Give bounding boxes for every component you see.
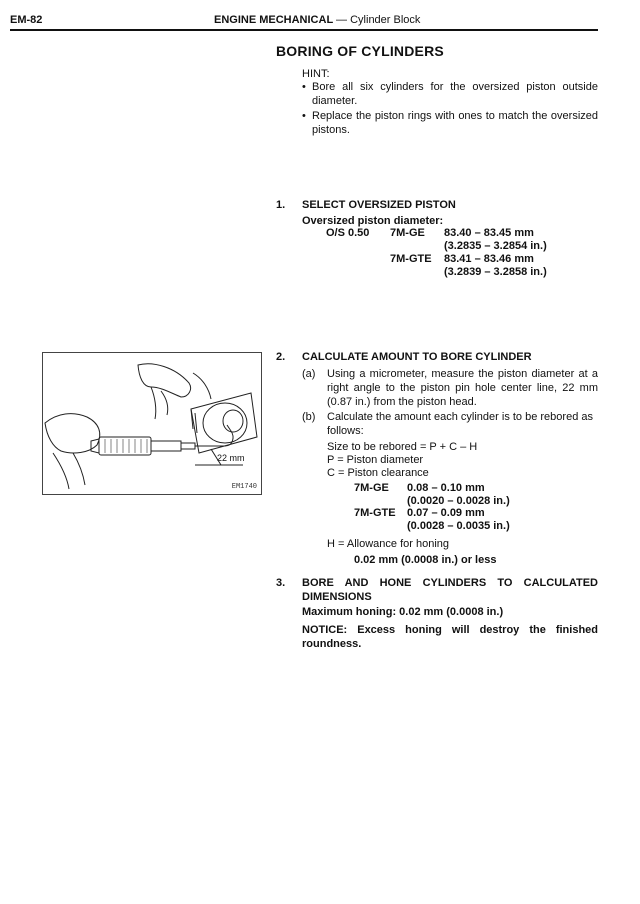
spec-engine: 7M-GTE: [390, 253, 432, 265]
hint-bullet: [302, 109, 598, 137]
max-honing-label: Maximum honing:: [302, 606, 397, 618]
step2-heading: CALCULATE AMOUNT TO BORE CYLINDER: [302, 351, 532, 363]
hint-bullet: [302, 80, 598, 108]
spec-mm: 83.40 – 83.45 mm: [444, 227, 534, 239]
micrometer-illustration: [43, 353, 261, 494]
chapter-title: ENGINE MECHANICAL: [214, 14, 333, 26]
micrometer-figure: [42, 352, 262, 495]
max-honing-value: 0.02 mm (0.0008 in.): [399, 606, 504, 618]
step2-a-text: Using a micrometer, measure the piston diameter at a right angle to the piston pin hole center line, 22 mm (0.87 in.) from the piston head.: [327, 368, 598, 408]
spec-inch: (3.2839 – 3.2858 in.): [444, 266, 547, 278]
section-title: Cylinder Block: [350, 14, 421, 26]
step3-heading: BORE AND HONE CYLINDERS TO CALCULATED DIMENSIONS: [302, 577, 598, 603]
clearance-inch: (0.0020 – 0.0028 in.): [407, 495, 510, 507]
h-definition: H = Allowance for honing: [327, 538, 449, 550]
hint-bullet-text: Replace the piston rings with ones to match the oversized pistons.: [312, 110, 598, 136]
step3-number: 3.: [276, 577, 286, 589]
clearance-engine: 7M-GE: [354, 482, 389, 494]
spec-engine: 7M-GE: [390, 227, 425, 239]
page-title: BORING OF CYLINDERS: [276, 43, 444, 59]
page-code: EM-82: [10, 14, 43, 26]
dimension-label: 22 mm: [217, 453, 245, 463]
os-label: O/S 0.50: [326, 227, 370, 239]
hint-label: HINT:: [302, 68, 330, 80]
p-definition: P = Piston diameter: [327, 454, 424, 466]
c-definition: C = Piston clearance: [327, 467, 429, 479]
step2-b-label: (b): [302, 411, 316, 423]
clearance-engine: 7M-GTE: [354, 507, 396, 519]
header-dash: —: [336, 14, 348, 26]
step2-a-label: (a): [302, 368, 316, 380]
bullet-icon: •: [302, 110, 306, 122]
clearance-inch: (0.0028 – 0.0035 in.): [407, 520, 510, 532]
step2-number: 2.: [276, 351, 286, 363]
step2-b-text: Calculate the amount each cylinder is to be rebored as follows:: [327, 411, 593, 437]
step1-heading: SELECT OVERSIZED PISTON: [302, 199, 456, 211]
step1-spec-label: Oversized piston diameter:: [302, 215, 444, 227]
notice: NOTICE: Excess honing will destroy the finished roundness.: [302, 624, 598, 650]
spec-inch: (3.2835 – 3.2854 in.): [444, 240, 547, 252]
step1-number: 1.: [276, 199, 286, 211]
header-rule: [10, 29, 598, 31]
clearance-mm: 0.07 – 0.09 mm: [407, 507, 485, 519]
max-honing: [302, 605, 503, 619]
formula: Size to be rebored = P + C – H: [327, 441, 478, 453]
clearance-mm: 0.08 – 0.10 mm: [407, 482, 485, 494]
running-header: [214, 14, 420, 26]
bullet-icon: •: [302, 81, 306, 93]
figure-code: EM1740: [231, 483, 257, 491]
spec-mm: 83.41 – 83.46 mm: [444, 253, 534, 265]
h-value: 0.02 mm (0.0008 in.) or less: [354, 554, 497, 566]
hint-bullet-text: Bore all six cylinders for the oversized piston outside diameter.: [312, 81, 598, 107]
